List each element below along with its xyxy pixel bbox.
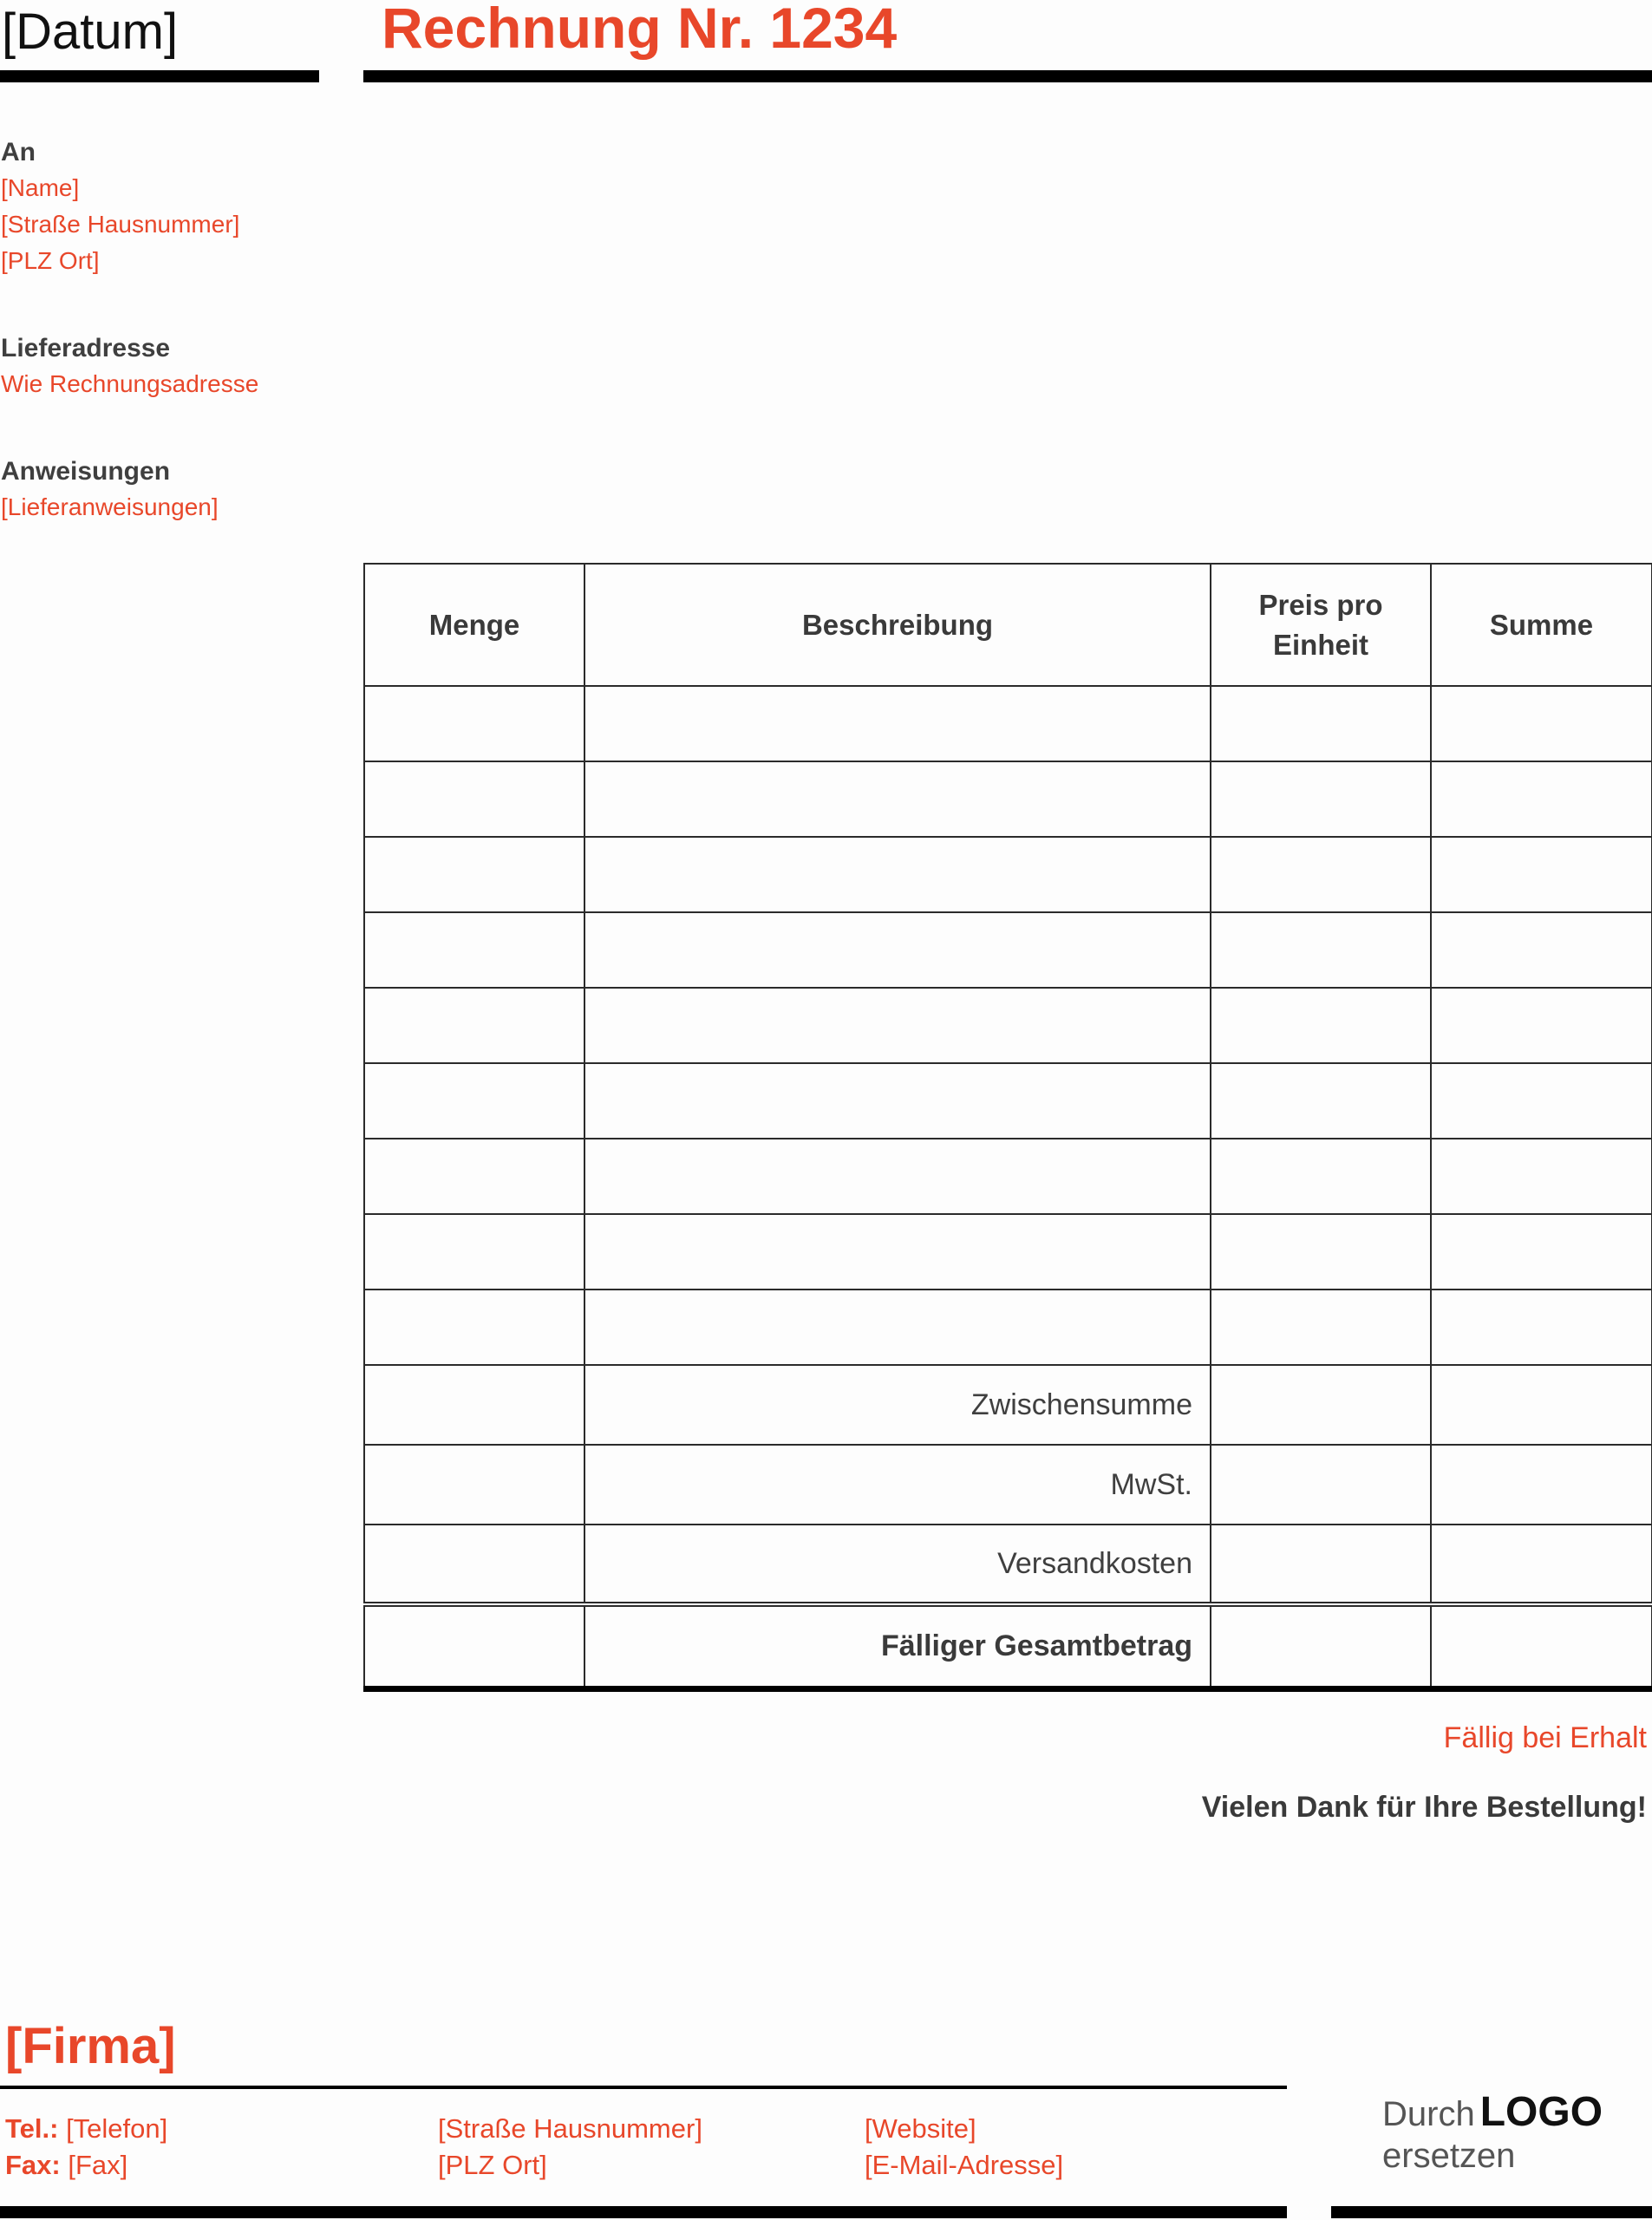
subtotal-value[interactable] (1431, 1365, 1652, 1445)
logo-word: LOGO (1479, 2089, 1603, 2135)
header-description: Beschreibung (584, 564, 1211, 686)
footer-tel-line (5, 2111, 167, 2147)
line-total-cell[interactable] (1431, 761, 1652, 837)
description-cell[interactable] (584, 837, 1211, 912)
tax-value[interactable] (1431, 1445, 1652, 1525)
recipient-block (1, 135, 239, 279)
instructions-block (1, 454, 219, 526)
table-row (364, 1290, 1652, 1365)
unit-price-cell[interactable] (1211, 1139, 1431, 1214)
items-table (363, 563, 1652, 1692)
header-quantity: Menge (364, 564, 584, 686)
logo-placeholder[interactable] (1382, 2089, 1603, 2177)
shipping-value[interactable]: Wie Rechnungsadresse (1, 370, 259, 397)
table-row (364, 837, 1652, 912)
description-cell[interactable] (584, 912, 1211, 988)
line-total-cell[interactable] (1431, 1139, 1652, 1214)
header-unit-price: Preis pro Einheit (1211, 564, 1431, 686)
quantity-cell[interactable] (364, 1290, 584, 1365)
logo-prefix: Durch (1382, 2095, 1475, 2133)
shipping-cost-row (364, 1525, 1652, 1604)
instructions-value[interactable]: [Lieferanweisungen] (1, 493, 219, 520)
line-total-cell[interactable] (1431, 912, 1652, 988)
subtotal-price-cell (1211, 1365, 1431, 1445)
quantity-cell[interactable] (364, 1063, 584, 1139)
tax-price-cell (1211, 1445, 1431, 1525)
recipient-label: An (1, 138, 36, 166)
recipient-city[interactable]: [PLZ Ort] (1, 247, 100, 274)
footer-bottom-rule-right (1331, 2206, 1652, 2218)
table-row (364, 912, 1652, 988)
date-underline (0, 70, 319, 82)
footer-street[interactable]: [Straße Hausnummer] (438, 2113, 702, 2144)
unit-price-cell[interactable] (1211, 686, 1431, 761)
footer-address-column (438, 2111, 702, 2184)
unit-price-cell[interactable] (1211, 1063, 1431, 1139)
line-total-cell[interactable] (1431, 1290, 1652, 1365)
quantity-cell[interactable] (364, 1214, 584, 1290)
description-cell[interactable] (584, 1139, 1211, 1214)
shipping-price-cell (1211, 1525, 1431, 1604)
recipient-name[interactable]: [Name] (1, 174, 80, 201)
description-cell[interactable] (584, 988, 1211, 1063)
quantity-cell[interactable] (364, 837, 584, 912)
table-row (364, 686, 1652, 761)
recipient-street[interactable]: [Straße Hausnummer] (1, 211, 240, 238)
total-row (364, 1604, 1652, 1688)
logo-line-2: ersetzen (1382, 2137, 1516, 2175)
instructions-label: Anweisungen (1, 457, 171, 486)
quantity-cell[interactable] (364, 761, 584, 837)
tel-value[interactable]: [Telefon] (66, 2113, 168, 2144)
shipping-label: Lieferadresse (1, 334, 171, 362)
total-value[interactable] (1431, 1604, 1652, 1688)
footer-website[interactable]: [Website] (865, 2113, 976, 2144)
description-cell[interactable] (584, 1063, 1211, 1139)
description-cell[interactable] (584, 1290, 1211, 1365)
total-label: Fälliger Gesamtbetrag (584, 1604, 1211, 1688)
footer-email[interactable]: [E-Mail-Adresse] (865, 2150, 1064, 2180)
footer-web-column (865, 2111, 1063, 2184)
line-total-cell[interactable] (1431, 1214, 1652, 1290)
description-cell[interactable] (584, 761, 1211, 837)
shipping-cost-label: Versandkosten (584, 1525, 1211, 1604)
unit-price-cell[interactable] (1211, 761, 1431, 837)
unit-price-cell[interactable] (1211, 988, 1431, 1063)
footer-contact-column (5, 2111, 167, 2184)
subtotal-quantity-cell (364, 1365, 584, 1445)
tel-label: Tel.: (5, 2113, 59, 2144)
description-cell[interactable] (584, 1214, 1211, 1290)
quantity-cell[interactable] (364, 912, 584, 988)
total-price-cell (1211, 1604, 1431, 1688)
line-total-cell[interactable] (1431, 686, 1652, 761)
logo-line-1 (1382, 2089, 1603, 2135)
footer-fax-line (5, 2147, 167, 2184)
quantity-cell[interactable] (364, 988, 584, 1063)
table-row (364, 1063, 1652, 1139)
total-quantity-cell (364, 1604, 584, 1688)
fax-value[interactable]: [Fax] (68, 2150, 128, 2180)
payment-terms[interactable]: Fällig bei Erhalt (1443, 1721, 1647, 1754)
table-header-row (364, 564, 1652, 686)
shipping-quantity-cell (364, 1525, 584, 1604)
unit-price-cell[interactable] (1211, 837, 1431, 912)
table-row (364, 988, 1652, 1063)
line-total-cell[interactable] (1431, 988, 1652, 1063)
header-line-total: Summe (1431, 564, 1652, 686)
footer-city[interactable]: [PLZ Ort] (438, 2150, 547, 2180)
quantity-cell[interactable] (364, 686, 584, 761)
footer-top-rule (0, 2086, 1287, 2089)
line-total-cell[interactable] (1431, 1063, 1652, 1139)
unit-price-cell[interactable] (1211, 912, 1431, 988)
unit-price-cell[interactable] (1211, 1290, 1431, 1365)
shipping-block (1, 331, 258, 402)
subtotal-label: Zwischensumme (584, 1365, 1211, 1445)
unit-price-cell[interactable] (1211, 1214, 1431, 1290)
invoice-date[interactable]: [Datum] (2, 3, 179, 60)
tax-quantity-cell (364, 1445, 584, 1525)
table-row (364, 761, 1652, 837)
footer-bottom-rule-left (0, 2206, 1287, 2218)
tax-label: MwSt. (584, 1445, 1211, 1525)
quantity-cell[interactable] (364, 1139, 584, 1214)
thank-you-note[interactable]: Vielen Dank für Ihre Bestellung! (1201, 1791, 1647, 1824)
fax-label: Fax: (5, 2150, 61, 2180)
title-underline (363, 70, 1652, 82)
company-name[interactable]: [Firma] (5, 2018, 176, 2074)
table-row (364, 1139, 1652, 1214)
table-row (364, 1214, 1652, 1290)
description-cell[interactable] (584, 686, 1211, 761)
shipping-cost-value[interactable] (1431, 1525, 1652, 1604)
subtotal-row (364, 1365, 1652, 1445)
invoice-title[interactable]: Rechnung Nr. 1234 (382, 0, 898, 60)
line-total-cell[interactable] (1431, 837, 1652, 912)
tax-row (364, 1445, 1652, 1525)
